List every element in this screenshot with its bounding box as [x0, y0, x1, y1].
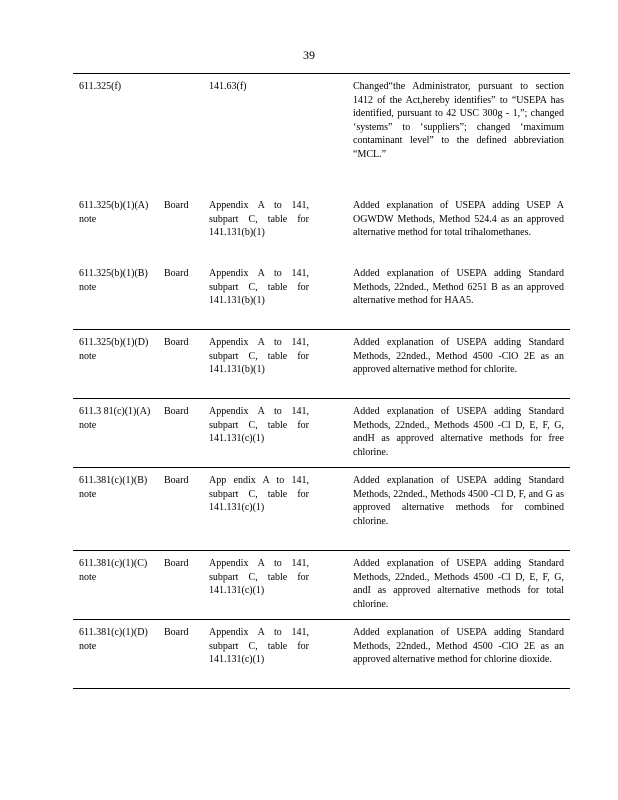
- left-cell: [73, 330, 347, 399]
- right-cell: [347, 620, 570, 689]
- left-cell: [73, 620, 347, 689]
- section-cell: 611.381(c)(1)(C) note: [79, 558, 148, 583]
- rule-cell: Appendix A to 141, subpart C, table for 141.131(c)(1): [209, 627, 309, 665]
- table-row: [73, 399, 570, 468]
- section-cell: 611.381(c)(1)(D) note: [79, 627, 148, 652]
- right-cell: [347, 399, 570, 468]
- left-cell: [73, 261, 347, 330]
- description-cell: Added explanation of USEPA adding Standard Methods, 22nded., Methods 4500 -Cl D, E, F, G, andI as approved alternative methods for total chlorine.: [353, 558, 564, 610]
- left-cell: [73, 551, 347, 620]
- section-cell: 611.325(b)(1)(A) note: [79, 200, 149, 225]
- section-cell: 611.325(b)(1)(B) note: [79, 268, 148, 293]
- table-row: [73, 551, 570, 620]
- board-cell: [164, 80, 209, 94]
- left-cell: [73, 74, 347, 194]
- right-cell: [347, 74, 570, 194]
- table-row: [73, 261, 570, 330]
- board-cell: Board: [164, 200, 189, 211]
- right-cell: [347, 193, 570, 261]
- board-cell: Board: [164, 475, 189, 486]
- right-cell: [347, 330, 570, 399]
- right-cell: [347, 551, 570, 620]
- description-cell: Changed“the Administrator, pursuant to section 1412 of the Act,hereby identifies” to “USEPA has identified, pursuant to 42 USC 300g - 1,”; changed ‘systems” to ‘suppliers”; changed ‘maximum contaminant level” to the defined abbreviation “MCL.”: [353, 81, 564, 160]
- right-cell: [347, 468, 570, 551]
- table-row: [73, 193, 570, 261]
- rule-cell: Appendix A to 141, subpart C, table for 141.131(c)(1): [209, 406, 309, 444]
- board-cell: Board: [164, 268, 189, 279]
- description-cell: Added explanation of USEPA adding Standard Methods, 22nded., Method 4500 -ClO 2E as an approved alternative method for chlorine dioxide.: [353, 627, 564, 665]
- section-cell: 611.325(b)(1)(D) note: [79, 337, 149, 362]
- left-cell: [73, 193, 347, 261]
- table-row: [73, 74, 570, 194]
- description-cell: Added explanation of USEPA adding Standard Methods, 22nded., Method 6251 B as an approved alternative method for HAA5.: [353, 268, 564, 306]
- left-cell: [73, 468, 347, 551]
- description-cell: Added explanation of USEPA adding Standard Methods, 22nded., Methods 4500 -Cl D, F, and G as approved alternative methods for combined chlorine.: [353, 475, 564, 527]
- section-cell: 611.3 81(c)(1)(A) note: [79, 406, 151, 431]
- table-row: [73, 468, 570, 551]
- table-row: [73, 620, 570, 689]
- rule-cell: Appendix A to 141, subpart C, table for 141.131(c)(1): [209, 558, 309, 596]
- board-cell: Board: [164, 627, 189, 638]
- table-row: [73, 330, 570, 399]
- rule-cell: Appendix A to 141, subpart C, table for 141.131(b)(1): [209, 337, 309, 375]
- right-cell: [347, 261, 570, 330]
- page-number: 39: [303, 48, 315, 62]
- rule-cell: Appendix A to 141, subpart C, table for 141.131(b)(1): [209, 200, 309, 238]
- section-cell: 611.325(f): [79, 81, 122, 92]
- board-cell: Board: [164, 558, 189, 569]
- board-cell: Board: [164, 406, 189, 417]
- description-cell: Added explanation of USEPA adding Standard Methods, 22nded., Method 4500 -ClO 2E as an approved alternative method for chlorite.: [353, 337, 564, 375]
- description-cell: Added explanation of USEPA adding Standard Methods, 22nded., Methods 4500 -Cl D, E, F, G, andH as approved alternative methods for free chlorine.: [353, 406, 564, 458]
- rule-cell: App endix A to 141, subpart C, table for 141.131(c)(1): [209, 475, 309, 513]
- amendments-table: [73, 73, 570, 689]
- board-cell: Board: [164, 337, 189, 348]
- rule-cell: 141.63(f): [209, 81, 247, 92]
- rule-cell: Appendix A to 141, subpart C, table for 141.131(b)(1): [209, 268, 309, 306]
- left-cell: [73, 399, 347, 468]
- description-cell: Added explanation of USEPA adding USEP A OGWDW Methods, Method 524.4 as an approved alternative method for total trihalomethanes.: [353, 200, 564, 238]
- section-cell: 611.381(c)(1)(B) note: [79, 475, 148, 500]
